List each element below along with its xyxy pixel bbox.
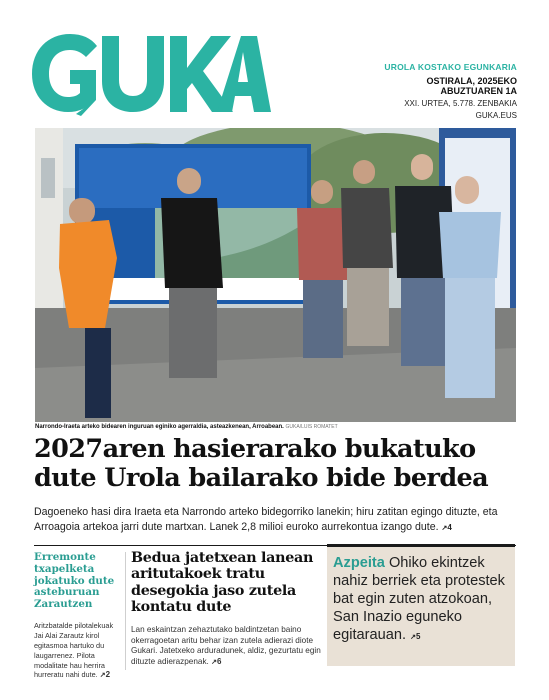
story-erremonte-text: Aritzbatalde pilotalekuak Jai Alai Zarautz kirol egitasmoa hartuko du laugarrenez. Pilota modalitate hau herrira hurreratu nahi dute. [34,621,114,680]
story-bedua-text: Lan eskaintzan zehaztutako baldintzetan baino okerragoetan aritu behar izan zutela adierazi diote Gukari. Jatetxeko arduradunek, aldiz, gezurtatu egin dituzte adierazpenak. [131,624,321,667]
column-divider [125,552,126,670]
page-arrow-icon: ↗ [441,525,448,533]
lead-page-number: 4 [447,523,452,533]
issue-number: XXI. URTEA, 5.778. ZENBAKIA [404,99,517,109]
publication-tagline: UROLA KOSTAKO EGUNKARIA [384,62,517,72]
story-bedua-page-number: 6 [217,657,222,667]
story-bedua-headline: Bedua jatetxean lanean aritutakoek tratu desegokia jaso zutela kontatu dute [131,550,314,616]
story-azpeitia-box[interactable] [327,544,515,666]
photo-caption-text: Narrondo-Iraeta arteko bidearen inguruan eginiko agerraldia, asteazkenean, Arroabean. [35,424,284,430]
story-erremonte-body [34,621,120,681]
lead-headline[interactable] [34,435,518,493]
lead-photo[interactable] [35,128,516,422]
masthead-meta [384,63,517,120]
story-azpeitia-town: Azpeita [333,555,385,571]
masthead [0,0,549,125]
photo-caption [35,424,516,430]
issue-date-line2: ABUZTUAREN 1A [440,86,517,97]
story-azpeitia-page-reference[interactable] [410,632,420,641]
lead-lede [34,505,518,535]
issue-date-line1: OSTIRALA, 2025EKO [426,75,517,86]
page-arrow-icon: ↗ [410,634,416,642]
guka-logo[interactable] [30,30,274,120]
lead-lede-text: Dagoeneko hasi dira Iraeta eta Narrondo arteko bidegorriko lanekin; hiru zatitan egingo dituzte, eta Arroagoia artekoa jarri dute martxan. Lanek 2,8 milioi euroko aurrekontua izango dute. [34,506,498,534]
website-link[interactable]: GUKA.EUS [475,110,517,120]
lead-headline-line1: 2027aren hasierarako bukatuko [34,434,476,464]
photo-credit: GUKA/LUIS ROMATET [285,424,338,430]
story-bedua[interactable] [131,550,321,668]
page-arrow-icon: ↗ [211,659,217,667]
story-bedua-page-reference[interactable] [211,657,221,666]
lead-headline-line2: dute Urola bailarako bide berdea [34,462,489,493]
story-erremonte-page-reference[interactable] [100,670,110,679]
story-azpeitia-body: Ohiko ekintzek nahiz berriek eta protestek bat egin zuten atzokoan, San Inazio eguneko egitarauan. [333,555,505,644]
story-azpeitia-text [333,554,508,644]
page-arrow-icon: ↗ [99,672,106,680]
story-erremonte-page-number: 2 [105,670,111,680]
lead-page-reference[interactable] [442,523,452,532]
story-bedua-body [131,625,321,668]
photo-illustration [35,128,516,422]
story-erremonte[interactable] [34,552,120,681]
story-erremonte-headline: Erremonte txapelketa jokatuko dute asteburuan Zarautzen [34,551,115,611]
story-azpeitia-page-number: 5 [415,632,421,642]
